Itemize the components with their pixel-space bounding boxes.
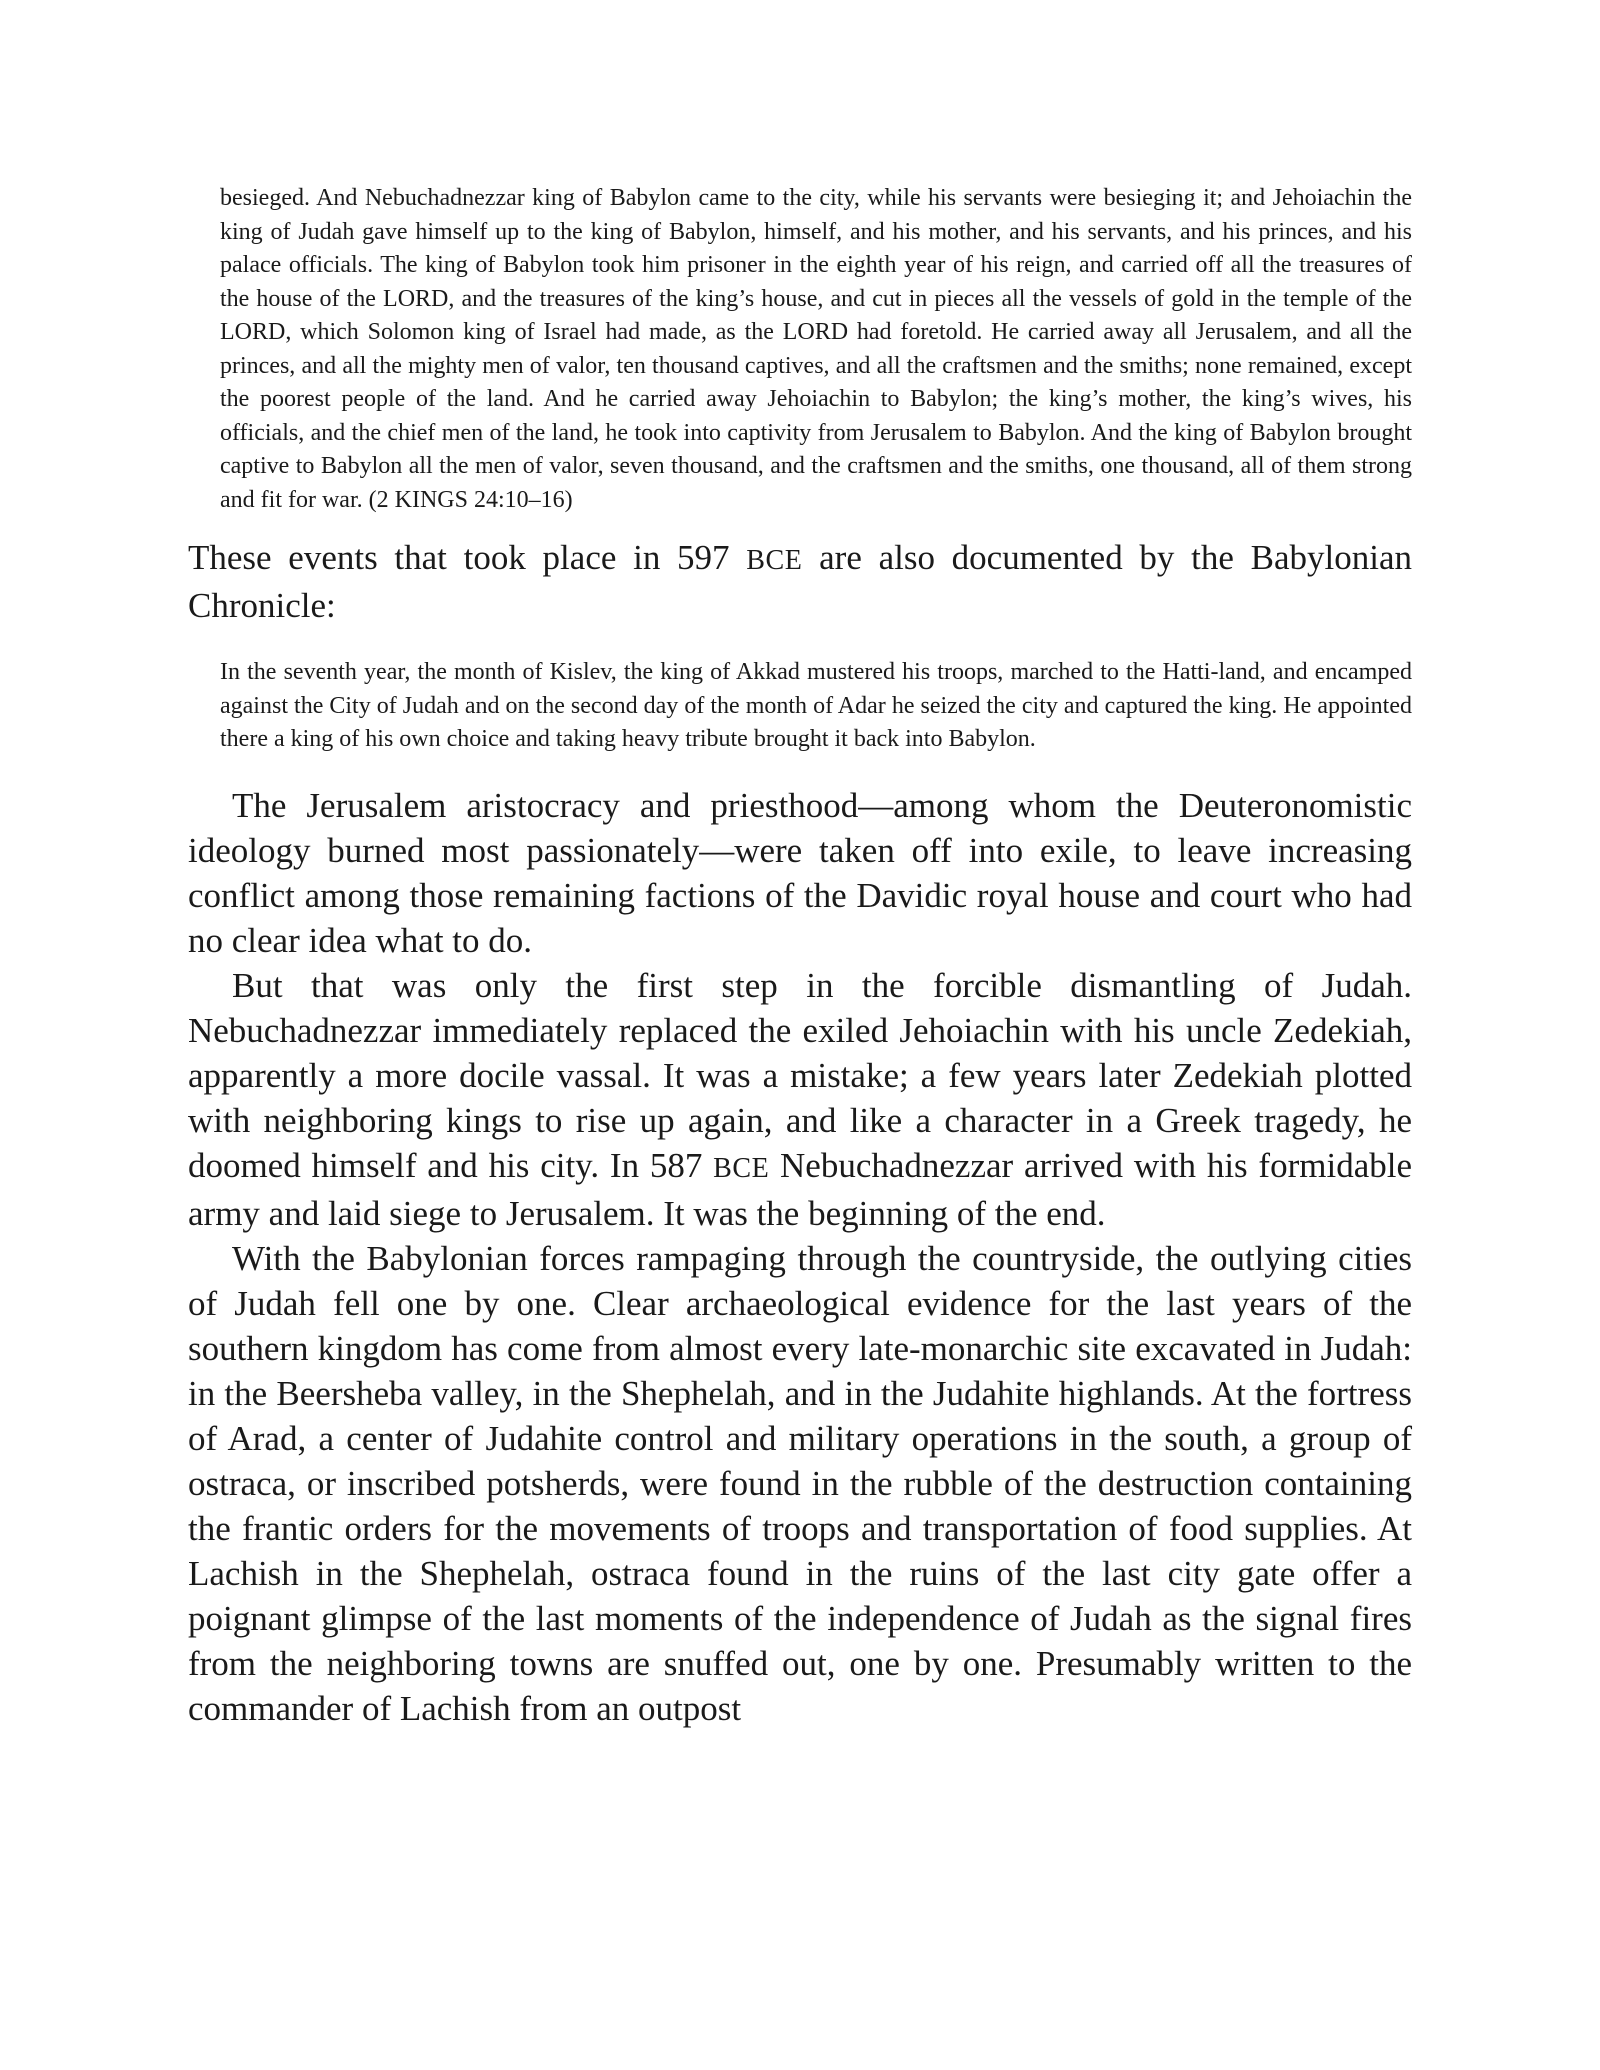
intro-paragraph bbox=[188, 535, 1412, 628]
body-paragraph-3: With the Babylonian forces rampaging through the countryside, the outlying cities of Judah fell one by one. Clear archaeological evidence for the last years of the southern kingdom has come from almost every late-monarchic site excavated in Judah: in the Beersheba valley, in the Shephelah, and in the Judahite highlands. At the fortress of Arad, a center of Judahite control and military operations in the south, a group of ostraca, or inscribed potsherds, were found in the rubble of the destruction containing the frantic orders for the movements of troops and transportation of food supplies. At Lachish in the Shephelah, ostraca found in the ruins of the last city gate offer a poignant glimpse of the last moments of the independence of Judah as the signal fires from the neighboring towns are snuffed out, one by one. Presumably written to the commander of Lachish from an outpost bbox=[188, 1238, 1412, 1728]
era-label: BCE bbox=[746, 545, 803, 576]
block-quote-babylonian-chronicle bbox=[220, 656, 1412, 757]
intro-text-after: are also documented by the Babylonian Chronicle: bbox=[188, 538, 1412, 625]
body-paragraph-1: The Jerusalem aristocracy and priesthood—among whom the Deuteronomistic ideology burned most passionately—were taken off into exile, to leave increasing conflict among those remaining factions of the Davidic royal house and court who had no clear idea what to do. bbox=[188, 785, 1412, 960]
quote-paragraph: In the seventh year, the month of Kislev, the king of Akkad mustered his troops, marched to the Hatti-land, and encamped against the City of Judah and on the second day of the month of Adar he seized the city and captured the king. He appointed there a king of his own choice and taking heavy tribute brought it back into Babylon. bbox=[220, 659, 1412, 752]
quote-text: besieged. And Nebuchadnezzar king of Babylon came to the city, while his servants were besieging it; and Jehoiachin the king of Judah gave himself up to the king of Babylon, himself, and his mother, and his servants, and his princes, and his palace officials. The king of Babylon took him prisoner in the eighth year of his reign, and carried off all the treasures of the house of the LORD, and the treasures of the king’s house, and cut in pieces all the vessels of gold in the temple of the LORD, which Solomon king of Israel had made, as the LORD had foretold. He carried away all Jerusalem, and all the princes, and all the mighty men of valor, ten thousand captives, and all the craftsmen and the smiths; none remained, except the poorest people of the land. And he carried away Jehoiachin to Babylon; the king’s mother, the king’s wives, his officials, and the chief men of the land, he took into captivity from Jerusalem to Babylon. And the king of Babylon brought captive to Babylon all the men of valor, seven thousand, and the craftsmen and the smiths, one thousand, all of them strong and fit for war. bbox=[220, 185, 1412, 513]
body-text bbox=[188, 783, 1412, 1731]
paragraph-text-before: But that was only the first step in the forcible dismantling of Judah. Nebuchadnezzar immediately replaced the exiled Jehoiachin with his uncle Zedekiah, apparently a more docile vassal. It was a mistake; a few years later Zedekiah plotted with neighboring kings to rise up again, and like a character in a Greek tragedy, he doomed himself and his city. In 587 bbox=[188, 965, 1412, 1185]
era-label: BCE bbox=[713, 1152, 770, 1184]
body-paragraph-2 bbox=[188, 963, 1412, 1236]
page-content bbox=[188, 182, 1412, 1731]
quote-citation: (2 KINGS 24:10–16) bbox=[368, 486, 573, 513]
intro-text-before: These events that took place in 597 bbox=[188, 538, 747, 577]
block-quote-2-kings bbox=[220, 182, 1412, 517]
quote-paragraph bbox=[220, 182, 1412, 517]
paragraph-text-after: Nebuchadnezzar arrived with his formidable army and laid siege to Jerusalem. It was the beginning of the end. bbox=[188, 1145, 1412, 1233]
